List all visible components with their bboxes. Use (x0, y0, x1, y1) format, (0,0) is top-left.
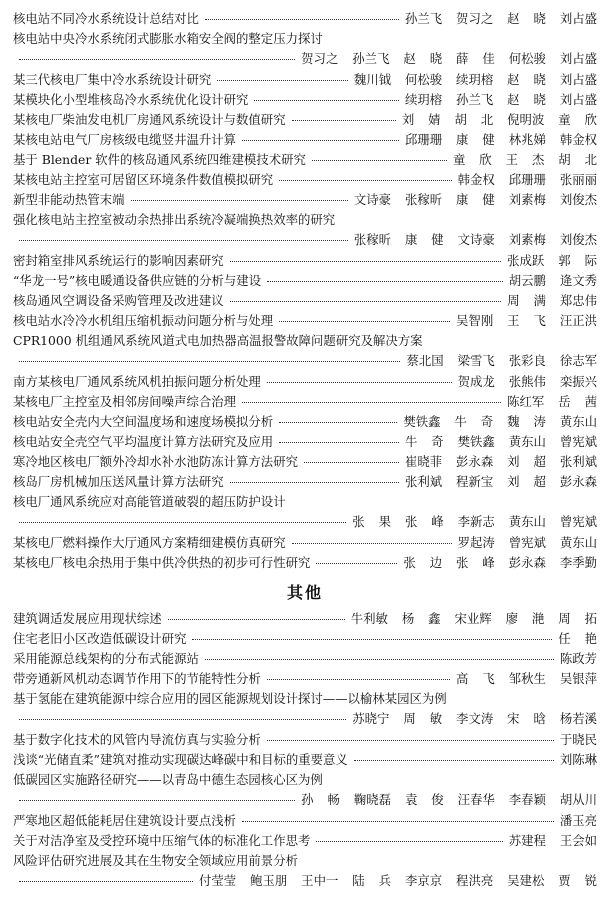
entry-title: 寒冷地区核电厂额外冷却水补水池防冻计算方法研究 (13, 454, 298, 469)
entry-authors: 魏川钺 何松骏 续玥榕 赵 晓 刘占盛 (353, 72, 597, 87)
entry-authors: 高 飞 邹秋生 吴银萍 (456, 671, 597, 686)
toc-entry[interactable] (13, 392, 597, 412)
dot-leader (316, 841, 502, 842)
toc-entry[interactable] (13, 170, 597, 190)
toc-entry[interactable] (13, 553, 597, 573)
entry-title: 浅谈“光储直柔”建筑对推动实现碳达峰碳中和目标的重要意义 (13, 752, 348, 767)
dot-leader (316, 563, 397, 564)
dot-leader (279, 442, 399, 443)
toc-entry-title-line[interactable] (13, 851, 597, 871)
dot-leader (19, 59, 295, 60)
entry-authors: 牛 奇 樊铁鑫 黄东山 曾宪斌 (404, 434, 597, 449)
entry-authors: 周 满 郑忠伟 (507, 293, 597, 308)
entry-title: 密封箱室排风系统运行的影响因素研究 (13, 253, 224, 268)
toc-entry-title-line[interactable] (13, 29, 597, 49)
entry-title: 核电厂通风系统应对高能管道破裂的超压防护设计 (13, 494, 286, 509)
toc-entry-author-line (13, 512, 597, 533)
entry-authors: 文诗豪 张稼昕 康 健 刘素梅 刘俊杰 (353, 192, 597, 207)
toc-entry[interactable] (13, 271, 597, 291)
entry-authors: 牛利敏 杨 鑫 宋业辉 廖 滟 周 拓 (350, 611, 597, 626)
dot-leader (292, 120, 396, 121)
entry-title: 关于对洁净室及受控环境中压缩气体的标准化工作思考 (13, 833, 311, 848)
entry-title: 新型非能动热管末端 (13, 192, 125, 207)
entry-title: 某核电厂核电余热用于集中供冷供热的初步可行性研究 (13, 555, 311, 570)
dot-leader (304, 462, 399, 463)
entry-title: 基于数字化技术的风管内导流仿真与实验分析 (13, 732, 261, 747)
entry-title: 强化核电站主控室被动余热排出系统冷凝端换热效率的研究 (13, 212, 336, 227)
dot-leader (267, 679, 450, 680)
dot-leader (279, 321, 450, 322)
entry-title: 核电站中央冷水系统闭式膨胀水箱安全阀的整定压力探讨 (13, 31, 323, 46)
toc-entry[interactable] (13, 750, 597, 770)
entry-title: 基于氢能在建筑能源中综合应用的园区能源规划设计探讨——以榆林某园区为例 (13, 691, 447, 706)
entry-title: 严寒地区超低能耗居住建筑设计要点浅析 (13, 813, 237, 828)
entry-title: 某核电厂柴油发电机厂房通风系统设计与数值研究 (13, 112, 286, 127)
dot-leader (205, 659, 554, 660)
entry-authors: 苏晓宁 周 敏 李文涛 宋 晗 杨若溪 (352, 711, 597, 726)
toc-entry[interactable] (13, 609, 597, 629)
dot-leader (292, 543, 452, 544)
toc-entry[interactable] (13, 649, 597, 669)
entry-authors: 于晓民 (559, 732, 597, 747)
entry-title: 低碳园区实施路径研究——以青岛中德生态园核心区为例 (13, 772, 323, 787)
toc-entry[interactable] (13, 533, 597, 553)
dot-leader (192, 639, 552, 640)
entry-title: 南方某核电厂通风系统风机拍振问题分析处理 (13, 374, 261, 389)
toc-entry[interactable] (13, 110, 597, 130)
dot-leader (354, 760, 554, 761)
toc-entry[interactable] (13, 251, 597, 271)
dot-leader (254, 100, 399, 101)
toc-entry[interactable] (13, 190, 597, 210)
entry-authors: 胡云鹏 逄文秀 (508, 273, 597, 288)
dot-leader (242, 402, 501, 403)
toc-entry[interactable] (13, 291, 597, 311)
dot-leader (279, 422, 397, 423)
entry-authors: 贺成龙 张熊伟 栾振兴 (457, 374, 597, 389)
entry-authors: 陈政芳 (559, 651, 597, 666)
toc-entry[interactable] (13, 730, 597, 750)
toc-entry[interactable] (13, 372, 597, 392)
toc-entry-title-line[interactable] (13, 689, 597, 709)
toc-entry[interactable] (13, 452, 597, 472)
toc-entry[interactable] (13, 831, 597, 851)
toc-entry[interactable] (13, 432, 597, 452)
toc-entry[interactable] (13, 90, 597, 110)
entry-authors: 童 欣 王 杰 胡 北 (452, 152, 597, 167)
dot-leader (19, 240, 348, 241)
entry-authors: 付莹莹 鲍玉朋 王中一 陆 兵 李京京 程洪亮 吴建松 贾 锐 (198, 873, 597, 888)
dot-leader (230, 482, 399, 483)
entry-title: 核电站水冷冷水机组压缩机振动问题分析与处理 (13, 313, 274, 328)
toc-entry[interactable] (13, 629, 597, 649)
entry-authors: 张 果 张 峰 李新志 黄东山 曾宪斌 (352, 514, 597, 529)
entry-title: 核岛厂房机械加压送风量计算方法研究 (13, 474, 224, 489)
entry-title: 风险评估研究进展及其在生物安全领域应用前景分析 (13, 853, 298, 868)
entry-authors: 罗起涛 曾宪斌 黄东山 (457, 535, 597, 550)
entry-authors: 吴智刚 王 飞 汪正洪 (456, 313, 597, 328)
entry-authors: 续玥榕 孙兰飞 赵 晓 刘占盛 (404, 92, 597, 107)
entry-title: 核岛通风空调设备采购管理及改进建议 (13, 293, 224, 308)
toc-entry[interactable] (13, 472, 597, 492)
dot-leader (267, 382, 452, 383)
dot-leader (19, 522, 346, 523)
dot-leader (131, 200, 348, 201)
entry-authors: 蔡北国 梁雪飞 张彩良 徐志军 (406, 353, 597, 368)
entry-authors: 张稼昕 康 健 文诗豪 刘素梅 刘俊杰 (353, 232, 597, 247)
entry-title: 某模块化小型堆核岛冷水系统优化设计研究 (13, 92, 249, 107)
entry-title: 采用能源总线架构的分布式能源站 (13, 651, 199, 666)
entry-authors: 张 边 张 峰 彭永森 李季勤 (403, 555, 597, 570)
dot-leader (19, 719, 346, 720)
entry-authors: 孙 畅 鞠晓磊 袁 俊 汪春华 李春颖 胡从川 (301, 792, 597, 807)
toc-entry[interactable] (13, 150, 597, 170)
entry-authors: 张利斌 程新宝 刘 超 彭永森 (404, 474, 597, 489)
entry-title: 某核电站主控室可居留区环境条件数值模拟研究 (13, 172, 274, 187)
dot-leader (267, 740, 554, 741)
entry-authors: 韩金权 邱珊珊 张丽丽 (457, 172, 597, 187)
dot-leader (267, 281, 503, 282)
entry-title: “华龙一号”核电暖通设备供应链的分析与建设 (13, 273, 262, 288)
dot-leader (168, 619, 345, 620)
entry-authors: 崔晓菲 彭永森 刘 超 张利斌 (404, 454, 597, 469)
dot-leader (242, 140, 399, 141)
toc-entry-title-line[interactable] (13, 492, 597, 512)
entry-authors: 潘玉亮 (559, 813, 597, 828)
entry-title: 某核电厂主控室及相邻房间噪声综合治理 (13, 394, 237, 409)
entry-authors: 樊铁鑫 牛 奇 魏 涛 黄东山 (403, 414, 597, 429)
toc-entry[interactable] (13, 311, 597, 331)
dot-leader (230, 261, 502, 262)
entry-title: 核电站安全壳内大空间温度场和速度场模拟分析 (13, 414, 274, 429)
dot-leader (19, 800, 295, 801)
entry-title: 基于 Blender 软件的核岛通风系统四维建模技术研究 (13, 152, 306, 167)
dot-leader (312, 160, 447, 161)
entry-authors: 刘陈琳 (559, 752, 597, 767)
toc-entry[interactable] (13, 9, 597, 29)
toc-entry-author-line (13, 790, 597, 811)
entry-title: 建筑调适发展应用现状综述 (13, 611, 162, 626)
toc-entry-author-line (13, 230, 597, 251)
entry-authors: 刘 婧 胡 北 倪明波 童 欣 (401, 112, 597, 127)
toc-entry[interactable] (13, 130, 597, 150)
entry-title: 某核电厂燃料操作大厅通风方案精细建模仿真研究 (13, 535, 286, 550)
dot-leader (230, 301, 502, 302)
dot-leader (279, 180, 451, 181)
entry-title: 核电站不同冷水系统设计总结对比 (13, 11, 199, 26)
entry-authors: 苏建程 王会如 (508, 833, 597, 848)
toc-entry[interactable] (13, 669, 597, 689)
entry-authors: 孙兰飞 贺习之 赵 晓 刘占盛 (404, 11, 597, 26)
toc-entry-author-line (13, 709, 597, 730)
entry-title: 某三代核电厂集中冷水系统设计研究 (13, 72, 212, 87)
entry-authors: 贺习之 孙兰飞 赵 晓 薛 佳 何松骏 刘占盛 (301, 51, 597, 66)
table-of-contents (13, 9, 597, 892)
toc-entry-author-line (13, 49, 597, 70)
toc-entry[interactable] (13, 412, 597, 432)
dot-leader (19, 881, 193, 882)
entry-title: 带旁通新风机动态调节作用下的节能特性分析 (13, 671, 261, 686)
entry-title: 某核电站电气厂房核级电缆竖井温升计算 (13, 132, 237, 147)
entry-authors: 张成跃 郭 际 (507, 253, 597, 268)
toc-entry-title-line[interactable] (13, 210, 597, 230)
toc-entry[interactable] (13, 811, 597, 831)
toc-entry-author-line (13, 351, 597, 372)
entry-title: 核电站安全壳空气平均温度计算方法研究及应用 (13, 434, 274, 449)
entry-authors: 邱珊珊 康 健 林兆娣 韩金权 (404, 132, 597, 147)
dot-leader (242, 821, 554, 822)
toc-entry[interactable] (13, 70, 597, 90)
toc-entry-title-line[interactable] (13, 331, 597, 351)
section-heading: 其他 (286, 582, 323, 602)
entry-authors: 陈红军 岳 茜 (507, 394, 597, 409)
dot-leader (205, 19, 399, 20)
dot-leader (217, 80, 348, 81)
toc-entry-title-line[interactable] (13, 770, 597, 790)
entry-title: 住宅老旧小区改造低碳设计研究 (13, 631, 187, 646)
toc-entry-author-line (13, 871, 597, 892)
entry-authors: 任 艳 (558, 631, 597, 646)
dot-leader (19, 361, 400, 362)
entry-title: CPR1000 机组通风系统风道式电加热器高温报警故障问题研究及解决方案 (13, 333, 423, 348)
